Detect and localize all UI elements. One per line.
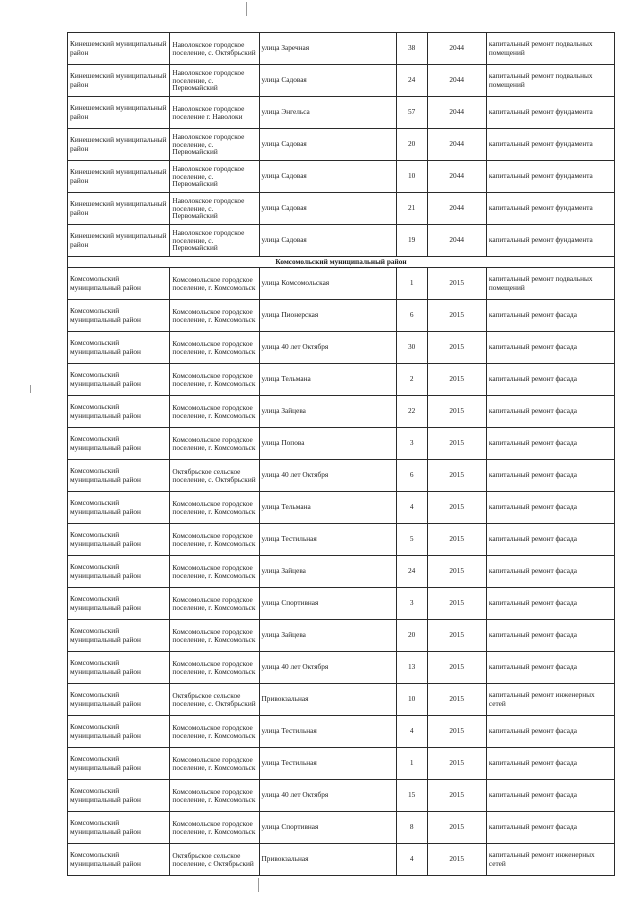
street-cell: улица 40 лет Октября [259,460,396,492]
street-cell: улица Тельмана [259,364,396,396]
year-cell: 2015 [427,620,486,652]
house-number-cell: 5 [396,524,427,556]
settlement-cell: Наволокское городское поселение, с. Октябрьский [170,33,259,65]
section-title: Комсомольский муниципальный район [68,257,615,268]
district-cell: Комсомольский муниципальный район [68,652,170,684]
district-cell: Кинешемский муниципальный район [68,65,170,97]
year-cell: 2015 [427,780,486,812]
settlement-cell: Наволокское городское поселение, с. Первомайский [170,161,259,193]
district-cell: Комсомольский муниципальный район [68,716,170,748]
work-type-cell: капитальный ремонт фасада [486,812,614,844]
repair-schedule-table [67,32,615,876]
table-row [68,268,615,300]
table-row [68,460,615,492]
settlement-cell: Комсомольское городское поселение, г. Комсомольск [170,620,259,652]
year-cell: 2015 [427,716,486,748]
settlement-cell: Комсомольское городское поселение, г. Комсомольск [170,492,259,524]
district-cell: Комсомольский муниципальный район [68,460,170,492]
settlement-cell: Комсомольское городское поселение, г. Комсомольск [170,268,259,300]
district-cell: Комсомольский муниципальный район [68,492,170,524]
year-cell: 2015 [427,492,486,524]
table-row [68,812,615,844]
district-cell: Комсомольский муниципальный район [68,524,170,556]
street-cell: улица Заречная [259,33,396,65]
year-cell: 2044 [427,129,486,161]
year-cell: 2015 [427,652,486,684]
settlement-cell: Наволокское городское поселение, с. Первомайский [170,129,259,161]
district-cell: Кинешемский муниципальный район [68,33,170,65]
settlement-cell: Комсомольское городское поселение, г. Комсомольск [170,556,259,588]
street-cell: улица Тельмана [259,492,396,524]
district-cell: Комсомольский муниципальный район [68,620,170,652]
work-type-cell: капитальный ремонт фасада [486,492,614,524]
street-cell: улица Садовая [259,225,396,257]
work-type-cell: капитальный ремонт фасада [486,300,614,332]
table-row [68,780,615,812]
table-row [68,225,615,257]
settlement-cell: Комсомольское городское поселение, г. Комсомольск [170,716,259,748]
table-row [68,684,615,716]
district-cell: Кинешемский муниципальный район [68,129,170,161]
house-number-cell: 57 [396,97,427,129]
year-cell: 2015 [427,332,486,364]
house-number-cell: 4 [396,844,427,876]
year-cell: 2044 [427,225,486,257]
work-type-cell: капитальный ремонт фасада [486,460,614,492]
street-cell: улица Зайцева [259,556,396,588]
street-cell: Привокзальная [259,684,396,716]
table-row [68,844,615,876]
street-cell: улица Зайцева [259,396,396,428]
settlement-cell: Комсомольское городское поселение, г. Комсомольск [170,780,259,812]
settlement-cell: Октябрьское сельское поселение, с Октябрьский [170,844,259,876]
house-number-cell: 24 [396,65,427,97]
street-cell: улица 40 лет Октября [259,780,396,812]
work-type-cell: капитальный ремонт фасада [486,716,614,748]
section-header [68,257,615,268]
work-type-cell: капитальный ремонт фасада [486,332,614,364]
work-type-cell: капитальный ремонт фундамента [486,97,614,129]
street-cell: улица Садовая [259,129,396,161]
house-number-cell: 2 [396,364,427,396]
street-cell: улица 40 лет Октября [259,332,396,364]
district-cell: Комсомольский муниципальный район [68,396,170,428]
table-row [68,65,615,97]
street-cell: улица 40 лет Октября [259,652,396,684]
settlement-cell: Комсомольское городское поселение, г. Комсомольск [170,300,259,332]
table-row [68,492,615,524]
house-number-cell: 20 [396,129,427,161]
year-cell: 2044 [427,193,486,225]
house-number-cell: 10 [396,161,427,193]
district-cell: Кинешемский муниципальный район [68,97,170,129]
house-number-cell: 8 [396,812,427,844]
settlement-cell: Комсомольское городское поселение, г. Комсомольск [170,812,259,844]
house-number-cell: 19 [396,225,427,257]
settlement-cell: Комсомольское городское поселение, г. Комсомольск [170,588,259,620]
district-cell: Комсомольский муниципальный район [68,428,170,460]
scan-mark-left [30,385,31,393]
work-type-cell: капитальный ремонт фасада [486,364,614,396]
year-cell: 2015 [427,300,486,332]
table-row [68,129,615,161]
work-type-cell: капитальный ремонт фасада [486,428,614,460]
house-number-cell: 38 [396,33,427,65]
street-cell: улица Попова [259,428,396,460]
house-number-cell: 24 [396,556,427,588]
work-type-cell: капитальный ремонт инженерных сетей [486,684,614,716]
work-type-cell: капитальный ремонт инженерных сетей [486,844,614,876]
table-row [68,588,615,620]
district-cell: Кинешемский муниципальный район [68,193,170,225]
work-type-cell: капитальный ремонт фасада [486,396,614,428]
work-type-cell: капитальный ремонт фундамента [486,225,614,257]
district-cell: Комсомольский муниципальный район [68,780,170,812]
street-cell: улица Зайцева [259,620,396,652]
year-cell: 2015 [427,364,486,396]
house-number-cell: 1 [396,748,427,780]
district-cell: Комсомольский муниципальный район [68,268,170,300]
street-cell: улица Садовая [259,161,396,193]
settlement-cell: Комсомольское городское поселение, г. Комсомольск [170,428,259,460]
year-cell: 2044 [427,65,486,97]
street-cell: улица Спортивная [259,588,396,620]
street-cell: улица Спортивная [259,812,396,844]
street-cell: улица Комсомольская [259,268,396,300]
house-number-cell: 22 [396,396,427,428]
street-cell: улица Пионерская [259,300,396,332]
street-cell: улица Тестильная [259,716,396,748]
street-cell: улица Энгельса [259,97,396,129]
settlement-cell: Комсомольское городское поселение, г. Комсомольск [170,652,259,684]
house-number-cell: 6 [396,460,427,492]
table-row [68,332,615,364]
komsomolsk-rows [68,268,615,876]
work-type-cell: капитальный ремонт фасада [486,780,614,812]
house-number-cell: 15 [396,780,427,812]
table-row [68,33,615,65]
work-type-cell: капитальный ремонт фундамента [486,193,614,225]
settlement-cell: Октябрьское сельское поселение, с. Октябрьский [170,684,259,716]
year-cell: 2015 [427,556,486,588]
district-cell: Комсомольский муниципальный район [68,812,170,844]
kineshma-rows [68,33,615,257]
settlement-cell: Наволокское городское поселение г. Наволоки [170,97,259,129]
section-row [68,257,615,268]
table-row [68,620,615,652]
work-type-cell: капитальный ремонт фасада [486,556,614,588]
year-cell: 2044 [427,161,486,193]
house-number-cell: 10 [396,684,427,716]
settlement-cell: Наволокское городское поселение, с. Первомайский [170,193,259,225]
house-number-cell: 3 [396,428,427,460]
work-type-cell: капитальный ремонт подвальных помещений [486,268,614,300]
house-number-cell: 3 [396,588,427,620]
table-row [68,556,615,588]
district-cell: Комсомольский муниципальный район [68,364,170,396]
work-type-cell: капитальный ремонт фундамента [486,161,614,193]
work-type-cell: капитальный ремонт фасада [486,652,614,684]
settlement-cell: Комсомольское городское поселение, г. Комсомольск [170,396,259,428]
table-row [68,300,615,332]
work-type-cell: капитальный ремонт фасада [486,524,614,556]
house-number-cell: 1 [396,268,427,300]
house-number-cell: 6 [396,300,427,332]
house-number-cell: 21 [396,193,427,225]
work-type-cell: капитальный ремонт фасада [486,588,614,620]
year-cell: 2015 [427,844,486,876]
work-type-cell: капитальный ремонт фасада [486,620,614,652]
settlement-cell: Комсомольское городское поселение, г. Комсомольск [170,748,259,780]
year-cell: 2015 [427,524,486,556]
year-cell: 2015 [427,460,486,492]
year-cell: 2015 [427,396,486,428]
table-row [68,193,615,225]
house-number-cell: 30 [396,332,427,364]
district-cell: Комсомольский муниципальный район [68,300,170,332]
year-cell: 2044 [427,97,486,129]
district-cell: Комсомольский муниципальный район [68,748,170,780]
table-row [68,716,615,748]
year-cell: 2015 [427,812,486,844]
table-row [68,652,615,684]
year-cell: 2015 [427,684,486,716]
year-cell: 2015 [427,268,486,300]
work-type-cell: капитальный ремонт фасада [486,748,614,780]
year-cell: 2044 [427,33,486,65]
table-row [68,396,615,428]
settlement-cell: Комсомольское городское поселение, г. Комсомольск [170,332,259,364]
settlement-cell: Комсомольское городское поселение, г. Комсомольск [170,364,259,396]
settlement-cell: Октябрьское сельское поселение, с. Октябрьский [170,460,259,492]
house-number-cell: 13 [396,652,427,684]
district-cell: Комсомольский муниципальный район [68,332,170,364]
work-type-cell: капитальный ремонт подвальных помещений [486,65,614,97]
work-type-cell: капитальный ремонт фундамента [486,129,614,161]
settlement-cell: Наволокское городское поселение, с. Первомайский [170,65,259,97]
table-row [68,748,615,780]
scan-mark-top [246,2,247,16]
year-cell: 2015 [427,588,486,620]
district-cell: Комсомольский муниципальный район [68,556,170,588]
table-row [68,161,615,193]
year-cell: 2015 [427,428,486,460]
table-row [68,97,615,129]
table-row [68,524,615,556]
street-cell: улица Тестильная [259,748,396,780]
district-cell: Комсомольский муниципальный район [68,588,170,620]
district-cell: Кинешемский муниципальный район [68,161,170,193]
street-cell: улица Тестильная [259,524,396,556]
street-cell: Привокзальная [259,844,396,876]
street-cell: улица Садовая [259,65,396,97]
scan-mark-bottom [258,878,259,892]
street-cell: улица Садовая [259,193,396,225]
settlement-cell: Наволокское городское поселение, с. Первомайский [170,225,259,257]
settlement-cell: Комсомольское городское поселение, г. Комсомольск [170,524,259,556]
work-type-cell: капитальный ремонт подвальных помещений [486,33,614,65]
house-number-cell: 4 [396,716,427,748]
table-row [68,428,615,460]
year-cell: 2015 [427,748,486,780]
district-cell: Комсомольский муниципальный район [68,844,170,876]
district-cell: Кинешемский муниципальный район [68,225,170,257]
district-cell: Комсомольский муниципальный район [68,684,170,716]
house-number-cell: 20 [396,620,427,652]
table-row [68,364,615,396]
house-number-cell: 4 [396,492,427,524]
